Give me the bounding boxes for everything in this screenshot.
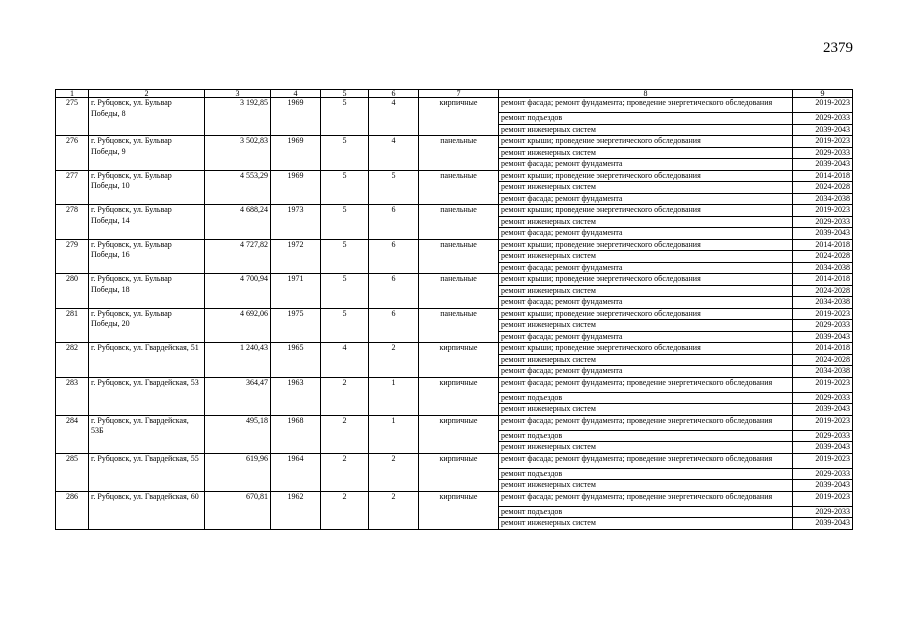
area-cell: 4 692,06 — [205, 308, 271, 343]
year-cell: 1968 — [271, 415, 321, 453]
column-header: 8 — [499, 90, 793, 98]
period-cell: 2029-2033 — [793, 506, 853, 518]
floors-cell: 5 — [321, 136, 369, 171]
period-cell: 2019-2023 — [793, 205, 853, 217]
table-row — [56, 453, 853, 468]
column-header: 5 — [321, 90, 369, 98]
record-number: 282 — [56, 343, 89, 378]
table-row — [56, 343, 853, 355]
wall-material-cell: кирпичные — [419, 453, 499, 491]
entrances-cell: 2 — [369, 453, 419, 491]
area-cell: 3 502,83 — [205, 136, 271, 171]
work-type-cell: ремонт фасада; ремонт фундамента; проведение энергетического обследования — [499, 453, 793, 468]
column-header: 4 — [271, 90, 321, 98]
page-number: 2379 — [823, 40, 853, 56]
area-cell: 4 688,24 — [205, 205, 271, 240]
work-type-cell: ремонт фасада; ремонт фундамента — [499, 366, 793, 378]
period-cell: 2014-2018 — [793, 239, 853, 251]
year-cell: 1969 — [271, 136, 321, 171]
work-type-cell: ремонт подъездов — [499, 430, 793, 442]
entrances-cell: 1 — [369, 415, 419, 453]
area-cell: 619,96 — [205, 453, 271, 491]
work-type-cell: ремонт фасада; ремонт фундамента — [499, 193, 793, 205]
table-row — [56, 136, 853, 148]
wall-material-cell: панельные — [419, 239, 499, 274]
period-cell: 2019-2023 — [793, 453, 853, 468]
wall-material-cell: панельные — [419, 170, 499, 205]
period-cell: 2029-2033 — [793, 392, 853, 404]
address-cell: г. Рубцовск, ул. Бульвар Победы, 14 — [89, 205, 205, 240]
period-cell: 2024-2028 — [793, 182, 853, 194]
address-cell: г. Рубцовск, ул. Бульвар Победы, 8 — [89, 98, 205, 136]
floors-cell: 5 — [321, 239, 369, 274]
wall-material-cell: кирпичные — [419, 98, 499, 136]
table-row — [56, 205, 853, 217]
period-cell: 2024-2028 — [793, 285, 853, 297]
year-cell: 1969 — [271, 170, 321, 205]
record-number: 276 — [56, 136, 89, 171]
work-type-cell: ремонт фасада; ремонт фундамента; проведение энергетического обследования — [499, 415, 793, 430]
area-cell: 1 240,43 — [205, 343, 271, 378]
period-cell: 2034-2038 — [793, 262, 853, 274]
year-cell: 1964 — [271, 453, 321, 491]
floors-cell: 5 — [321, 98, 369, 136]
address-cell: г. Рубцовск, ул. Бульвар Победы, 10 — [89, 170, 205, 205]
period-cell: 2039-2043 — [793, 404, 853, 416]
record-number: 280 — [56, 274, 89, 309]
record-number: 286 — [56, 491, 89, 529]
period-cell: 2024-2028 — [793, 354, 853, 366]
year-cell: 1972 — [271, 239, 321, 274]
floors-cell: 2 — [321, 377, 369, 415]
entrances-cell: 6 — [369, 239, 419, 274]
wall-material-cell: панельные — [419, 308, 499, 343]
record-number: 281 — [56, 308, 89, 343]
area-cell: 4 727,82 — [205, 239, 271, 274]
entrances-cell: 6 — [369, 308, 419, 343]
entrances-cell: 2 — [369, 343, 419, 378]
wall-material-cell: панельные — [419, 205, 499, 240]
period-cell: 2034-2038 — [793, 366, 853, 378]
year-cell: 1965 — [271, 343, 321, 378]
work-type-cell: ремонт инженерных систем — [499, 124, 793, 136]
floors-cell: 5 — [321, 308, 369, 343]
entrances-cell: 4 — [369, 136, 419, 171]
period-cell: 2019-2023 — [793, 377, 853, 392]
address-cell: г. Рубцовск, ул. Гвардейская, 55 — [89, 453, 205, 491]
work-type-cell: ремонт инженерных систем — [499, 285, 793, 297]
work-type-cell: ремонт подъездов — [499, 468, 793, 480]
work-type-cell: ремонт фасада; ремонт фундамента — [499, 262, 793, 274]
record-number: 284 — [56, 415, 89, 453]
work-type-cell: ремонт фасада; ремонт фундамента; проведение энергетического обследования — [499, 98, 793, 113]
area-cell: 3 192,85 — [205, 98, 271, 136]
year-cell: 1962 — [271, 491, 321, 529]
period-cell: 2039-2043 — [793, 331, 853, 343]
floors-cell: 2 — [321, 491, 369, 529]
table-row — [56, 308, 853, 320]
work-type-cell: ремонт инженерных систем — [499, 147, 793, 159]
address-cell: г. Рубцовск, ул. Бульвар Победы, 16 — [89, 239, 205, 274]
table-row — [56, 415, 853, 430]
period-cell: 2019-2023 — [793, 415, 853, 430]
entrances-cell: 6 — [369, 205, 419, 240]
column-header: 3 — [205, 90, 271, 98]
work-type-cell: ремонт фасада; ремонт фундамента — [499, 297, 793, 309]
record-number: 275 — [56, 98, 89, 136]
column-header: 9 — [793, 90, 853, 98]
floors-cell: 2 — [321, 415, 369, 453]
wall-material-cell: панельные — [419, 274, 499, 309]
record-number: 285 — [56, 453, 89, 491]
period-cell: 2039-2043 — [793, 518, 853, 530]
address-cell: г. Рубцовск, ул. Гвардейская, 60 — [89, 491, 205, 529]
wall-material-cell: кирпичные — [419, 415, 499, 453]
work-type-cell: ремонт подъездов — [499, 392, 793, 404]
entrances-cell: 5 — [369, 170, 419, 205]
repair-schedule-table — [55, 89, 853, 530]
table-row — [56, 377, 853, 392]
work-type-cell: ремонт инженерных систем — [499, 518, 793, 530]
work-type-cell: ремонт фасада; ремонт фундамента — [499, 331, 793, 343]
period-cell: 2034-2038 — [793, 297, 853, 309]
table-row — [56, 239, 853, 251]
period-cell: 2029-2033 — [793, 216, 853, 228]
year-cell: 1969 — [271, 98, 321, 136]
work-type-cell: ремонт крыши; проведение энергетического обследования — [499, 343, 793, 355]
work-type-cell: ремонт фасада; ремонт фундамента — [499, 228, 793, 240]
wall-material-cell: кирпичные — [419, 491, 499, 529]
period-cell: 2029-2033 — [793, 468, 853, 480]
address-cell: г. Рубцовск, ул. Гвардейская, 53 — [89, 377, 205, 415]
year-cell: 1973 — [271, 205, 321, 240]
record-number: 283 — [56, 377, 89, 415]
entrances-cell: 1 — [369, 377, 419, 415]
period-cell: 2014-2018 — [793, 274, 853, 286]
work-type-cell: ремонт крыши; проведение энергетического обследования — [499, 308, 793, 320]
work-type-cell: ремонт крыши; проведение энергетического обследования — [499, 239, 793, 251]
address-cell: г. Рубцовск, ул. Бульвар Победы, 18 — [89, 274, 205, 309]
year-cell: 1971 — [271, 274, 321, 309]
work-type-cell: ремонт крыши; проведение энергетического обследования — [499, 136, 793, 148]
record-number: 277 — [56, 170, 89, 205]
work-type-cell: ремонт крыши; проведение энергетического обследования — [499, 170, 793, 182]
column-header: 2 — [89, 90, 205, 98]
period-cell: 2029-2033 — [793, 430, 853, 442]
address-cell: г. Рубцовск, ул. Бульвар Победы, 9 — [89, 136, 205, 171]
period-cell: 2034-2038 — [793, 193, 853, 205]
entrances-cell: 4 — [369, 98, 419, 136]
area-cell: 495,18 — [205, 415, 271, 453]
area-cell: 670,81 — [205, 491, 271, 529]
period-cell: 2014-2018 — [793, 170, 853, 182]
wall-material-cell: панельные — [419, 136, 499, 171]
period-cell: 2029-2033 — [793, 320, 853, 332]
period-cell: 2039-2043 — [793, 159, 853, 171]
period-cell: 2039-2043 — [793, 442, 853, 454]
address-cell: г. Рубцовск, ул. Гвардейская, 53Б — [89, 415, 205, 453]
period-cell: 2039-2043 — [793, 228, 853, 240]
address-cell: г. Рубцовск, ул. Бульвар Победы, 20 — [89, 308, 205, 343]
record-number: 278 — [56, 205, 89, 240]
floors-cell: 5 — [321, 170, 369, 205]
record-number: 279 — [56, 239, 89, 274]
work-type-cell: ремонт крыши; проведение энергетического обследования — [499, 274, 793, 286]
table-row — [56, 274, 853, 286]
address-cell: г. Рубцовск, ул. Гвардейская, 51 — [89, 343, 205, 378]
work-type-cell: ремонт инженерных систем — [499, 480, 793, 492]
floors-cell: 2 — [321, 453, 369, 491]
year-cell: 1975 — [271, 308, 321, 343]
wall-material-cell: кирпичные — [419, 377, 499, 415]
entrances-cell: 2 — [369, 491, 419, 529]
area-cell: 364,47 — [205, 377, 271, 415]
area-cell: 4 700,94 — [205, 274, 271, 309]
work-type-cell: ремонт инженерных систем — [499, 216, 793, 228]
work-type-cell: ремонт крыши; проведение энергетического обследования — [499, 205, 793, 217]
work-type-cell: ремонт инженерных систем — [499, 354, 793, 366]
table-row — [56, 491, 853, 506]
table-row — [56, 98, 853, 113]
period-cell: 2019-2023 — [793, 98, 853, 113]
period-cell: 2029-2033 — [793, 147, 853, 159]
floors-cell: 4 — [321, 343, 369, 378]
work-type-cell: ремонт инженерных систем — [499, 404, 793, 416]
period-cell: 2029-2033 — [793, 113, 853, 125]
work-type-cell: ремонт фасада; ремонт фундамента; проведение энергетического обследования — [499, 491, 793, 506]
floors-cell: 5 — [321, 274, 369, 309]
floors-cell: 5 — [321, 205, 369, 240]
period-cell: 2019-2023 — [793, 136, 853, 148]
work-type-cell: ремонт инженерных систем — [499, 320, 793, 332]
work-type-cell: ремонт фасада; ремонт фундамента; проведение энергетического обследования — [499, 377, 793, 392]
header-row — [56, 90, 853, 98]
column-header: 1 — [56, 90, 89, 98]
year-cell: 1963 — [271, 377, 321, 415]
area-cell: 4 553,29 — [205, 170, 271, 205]
wall-material-cell: кирпичные — [419, 343, 499, 378]
work-type-cell: ремонт инженерных систем — [499, 182, 793, 194]
period-cell: 2019-2023 — [793, 491, 853, 506]
period-cell: 2039-2043 — [793, 124, 853, 136]
work-type-cell: ремонт подъездов — [499, 113, 793, 125]
work-type-cell: ремонт подъездов — [499, 506, 793, 518]
column-header: 6 — [369, 90, 419, 98]
column-header: 7 — [419, 90, 499, 98]
entrances-cell: 6 — [369, 274, 419, 309]
period-cell: 2039-2043 — [793, 480, 853, 492]
period-cell: 2024-2028 — [793, 251, 853, 263]
table-row — [56, 170, 853, 182]
work-type-cell: ремонт фасада; ремонт фундамента — [499, 159, 793, 171]
period-cell: 2019-2023 — [793, 308, 853, 320]
work-type-cell: ремонт инженерных систем — [499, 251, 793, 263]
period-cell: 2014-2018 — [793, 343, 853, 355]
work-type-cell: ремонт инженерных систем — [499, 442, 793, 454]
